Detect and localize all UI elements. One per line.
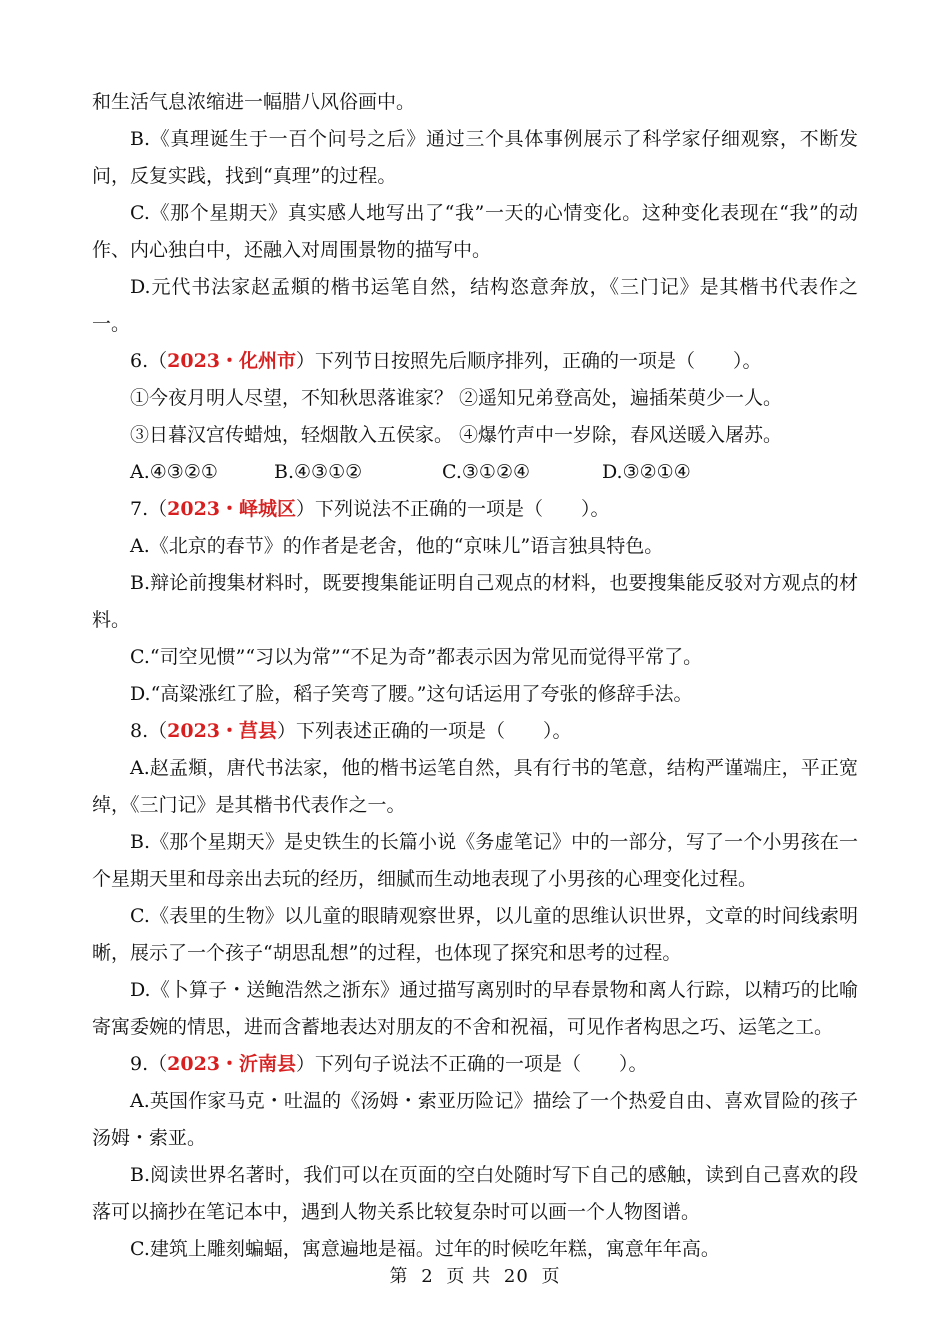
- option-8c: C.《表里的生物》以儿童的眼睛观察世界，以儿童的思维认识世界，文章的时间线索明晰，展示了一个孩子“胡思乱想”的过程，也体现了探究和思考的过程。: [92, 905, 858, 964]
- total-pages: 20: [503, 1266, 529, 1287]
- option-6b: B.④③①②: [274, 461, 363, 483]
- question-source: 2023・峄城区: [167, 498, 297, 520]
- question-number: 8.（: [130, 720, 168, 742]
- question-9: [92, 1046, 858, 1083]
- question-stem: ）下列节日按照先后顺序排列，正确的一项是（ ）。: [296, 350, 762, 372]
- poem-line-1: ①今夜月明人尽望，不知秋思落谁家？ ②遥知兄弟登高处，遍插茱萸少一人。: [130, 387, 783, 409]
- option-6a: A.④③②①: [130, 461, 218, 483]
- question-stem: ）下列表述正确的一项是（ ）。: [277, 720, 572, 742]
- question-stem: ）下列说法不正确的一项是（ ）。: [296, 498, 610, 520]
- option-5b: B.《真理诞生于一百个问号之后》通过三个具体事例展示了科学家仔细观察，不断发问，反复实践，找到“真理”的过程。: [92, 128, 858, 187]
- text-line: 和生活气息浓缩进一幅腊八风俗画中。: [92, 91, 416, 113]
- option-8d: D.《卜算子・送鲍浩然之浙东》通过描写离别时的早春景物和离人行踪，以精巧的比喻寄寓委婉的情思，进而含蓄地表达对朋友的不舍和祝福，可见作者构思之巧、运笔之工。: [92, 979, 858, 1038]
- question-source: 2023・沂南县: [167, 1053, 297, 1075]
- option-9c: C.建筑上雕刻蝙蝠，寓意遍地是福。过年的时候吃年糕，寓意年年高。: [130, 1238, 720, 1260]
- question-number: 7.（: [130, 498, 168, 520]
- question-7: [92, 491, 858, 528]
- option-7d: D.“高粱涨红了脸，稻子笑弯了腰。”这句话运用了夸张的修辞手法。: [130, 683, 693, 705]
- option-6d: D.③②①④: [602, 461, 691, 483]
- option-8b: B.《那个星期天》是史铁生的长篇小说《务虚笔记》中的一部分，写了一个小男孩在一个星期天里和母亲出去玩的经历，细腻而生动地表现了小男孩的心理变化过程。: [92, 831, 858, 890]
- option-9a: A.英国作家马克・吐温的《汤姆・索亚历险记》描绘了一个热爱自由、喜欢冒险的孩子汤姆・索亚。: [92, 1090, 858, 1149]
- question-source: 2023・化州市: [167, 350, 297, 372]
- question-source: 2023・莒县: [167, 720, 278, 742]
- option-8a: A.赵孟頫，唐代书法家，他的楷书运笔自然，具有行书的笔意，结构严谨端庄，平正宽绰，《三门记》是其楷书代表作之一。: [92, 757, 858, 816]
- option-5c: C.《那个星期天》真实感人地写出了“我”一天的心情变化。这种变化表现在“我”的动作、内心独白中，还融入对周围景物的描写中。: [92, 202, 858, 261]
- option-7b: B.辩论前搜集材料时，既要搜集能证明自己观点的材料，也要搜集能反驳对方观点的材料。: [92, 572, 858, 631]
- option-9b: B.阅读世界名著时，我们可以在页面的空白处随时写下自己的感触，读到自己喜欢的段落可以摘抄在笔记本中，遇到人物关系比较复杂时可以画一个人物图谱。: [92, 1164, 858, 1223]
- document-body: [92, 84, 858, 1268]
- question-6: [92, 343, 858, 380]
- question-8: [92, 713, 858, 750]
- poem-line-2: ③日暮汉宫传蜡烛，轻烟散入五侯家。 ④爆竹声中一岁除，春风送暖入屠苏。: [130, 424, 783, 446]
- footer-mid: 页 共: [446, 1266, 492, 1287]
- option-7c: C.“司空见惯”“习以为常”“不足为奇”都表示因为常见而觉得平常了。: [130, 646, 703, 668]
- question-stem: ）下列句子说法不正确的一项是（ ）。: [296, 1053, 648, 1075]
- option-5d: D.元代书法家赵孟頫的楷书运笔自然，结构恣意奔放，《三门记》是其楷书代表作之一。: [92, 276, 858, 335]
- option-6c: C.③①②④: [442, 461, 531, 483]
- page-footer: [0, 1262, 950, 1288]
- option-7a: A.《北京的春节》的作者是老舍，他的“京味儿”语言独具特色。: [130, 535, 664, 557]
- page-number: 2: [421, 1266, 434, 1287]
- question-number: 6.（: [130, 350, 168, 372]
- options-row: [92, 454, 858, 491]
- question-number: 9.（: [130, 1053, 168, 1075]
- footer-post: 页: [541, 1266, 561, 1287]
- footer-pre: 第: [389, 1266, 409, 1287]
